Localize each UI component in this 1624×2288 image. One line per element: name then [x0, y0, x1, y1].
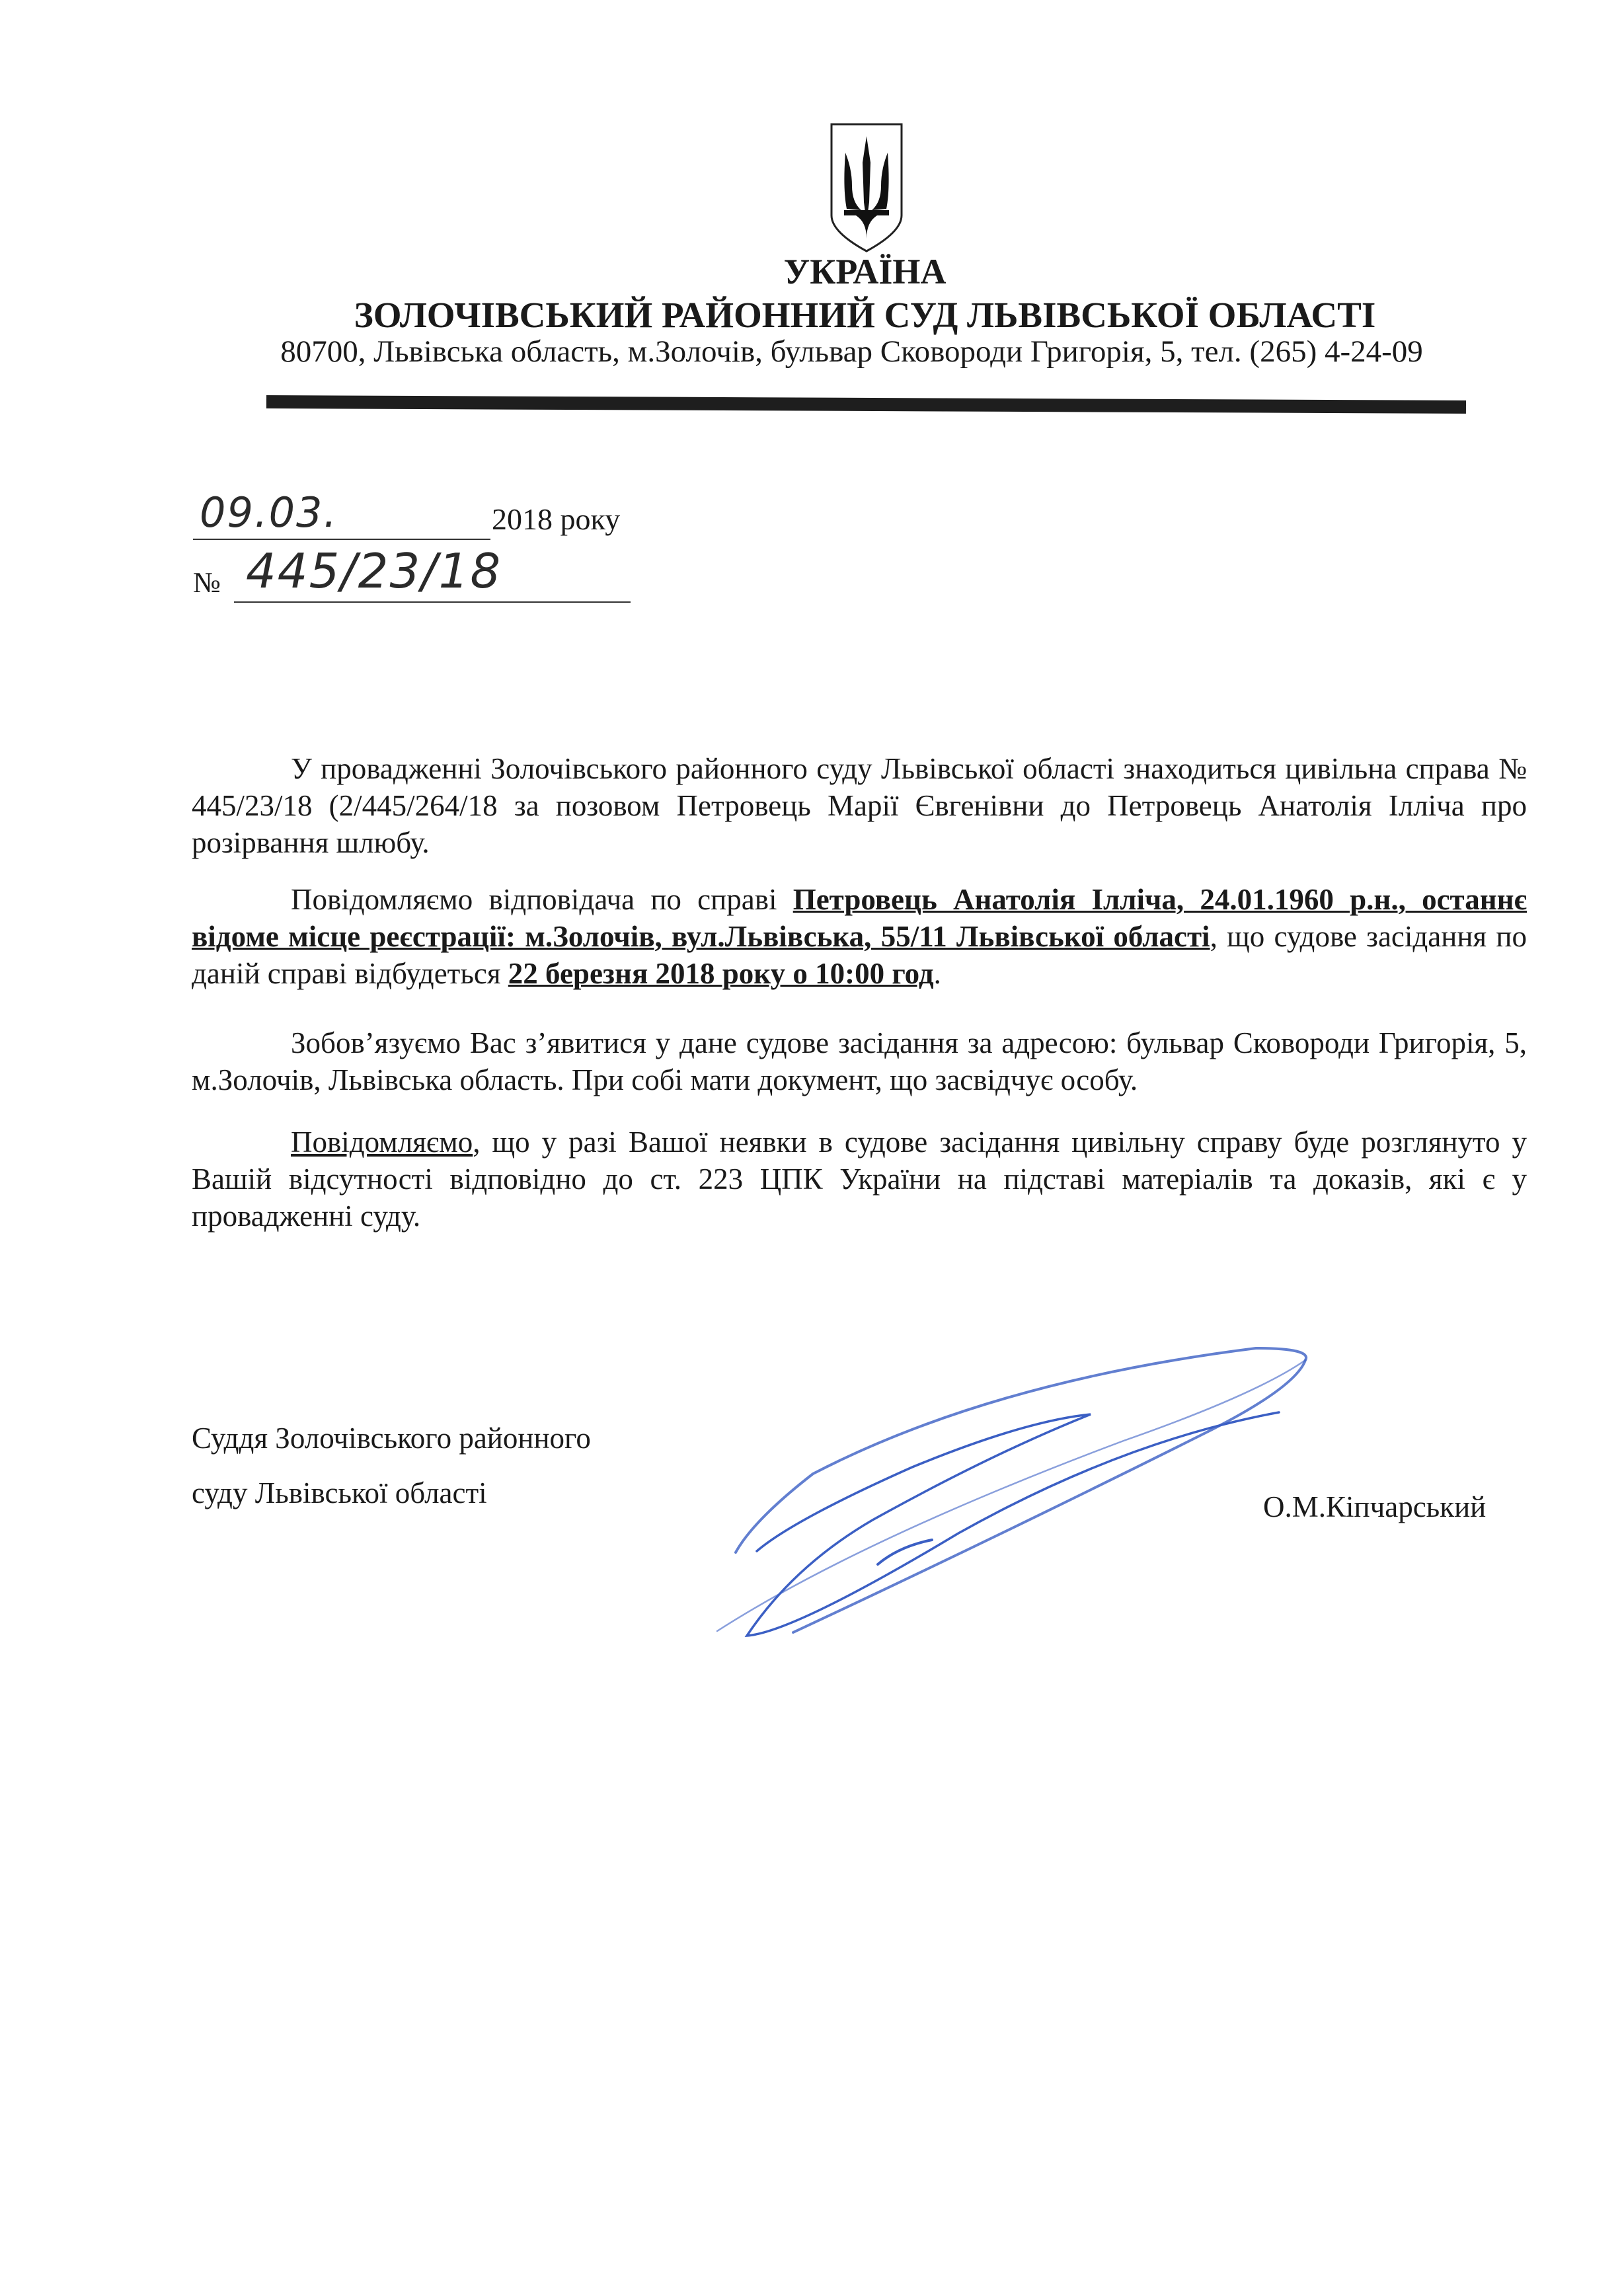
- letter-number: [193, 543, 656, 616]
- court-name: ЗОЛОЧІВСЬКИЙ РАЙОННИЙ СУД ЛЬВІВСЬКОЇ ОБЛАСТІ: [354, 295, 1376, 335]
- paragraph-case-info: У провадженні Золочівського районного суду Львівської області знаходиться цивільна справа № 445/23/18 (2/445/264/18 за позовом Петровець Марії Євгенівни до Петровець Анатолія Ілліча про розірвання шлюбу.: [192, 752, 1527, 859]
- judge-name: О.М.Кіпчарський: [1263, 1490, 1487, 1523]
- text: Повідомляємо відповідача по справі: [291, 883, 793, 916]
- text: , що судове засідання по даній справі відбудеться: [192, 920, 1527, 990]
- paragraph-summons: Зобов’язуємо Вас з’явитися у дане судове засідання за адресою: бульвар Сковороди Григорія, 5, м.Золочів, Львівська область. При собі мати документ, що засвідчує особу.: [192, 1026, 1527, 1096]
- number-underline: [234, 601, 631, 603]
- letter-date: [193, 488, 642, 545]
- date-underline: [193, 539, 490, 540]
- text: , що у разі Вашої неявки в судове засідання цивільну справу буде розглянуто у Вашій відсутності відповідно до ст. 223 ЦПК України на підставі матеріалів та доказів, які є у провадженні суду.: [192, 1125, 1527, 1233]
- notice-word: Повідомляємо: [291, 1125, 473, 1159]
- judge-title-line1: Суддя Золочівського районного: [192, 1422, 591, 1455]
- judge-title-line2: суду Львівської області: [192, 1476, 487, 1509]
- coat-of-arms-emblem: [830, 123, 904, 252]
- handwritten-number: 445/23/18: [246, 543, 502, 599]
- hearing-datetime: 22 березня 2018 року о 10:00 год: [508, 957, 934, 990]
- defendant-details: Петровець Анатолія Ілліча, 24.01.1960 р.н., останнє відоме місце реєстрації: м.Золочів, вул.Львівська, 55/11 Львівської області: [192, 883, 1527, 953]
- number-sign: №: [193, 566, 221, 599]
- country-title: УКРАЇНА: [783, 252, 947, 291]
- date-year: 2018 року: [492, 502, 621, 536]
- paragraph-warning: [192, 1124, 1527, 1235]
- header-divider: [266, 395, 1466, 414]
- handwritten-date: 09.03.: [200, 488, 338, 537]
- text: .: [933, 957, 941, 990]
- court-address: 80700, Львівська область, м.Золочів, бульвар Сковороди Григорія, 5, тел. (265) 4-24-09: [280, 334, 1423, 369]
- paragraph-notice: [192, 881, 1527, 992]
